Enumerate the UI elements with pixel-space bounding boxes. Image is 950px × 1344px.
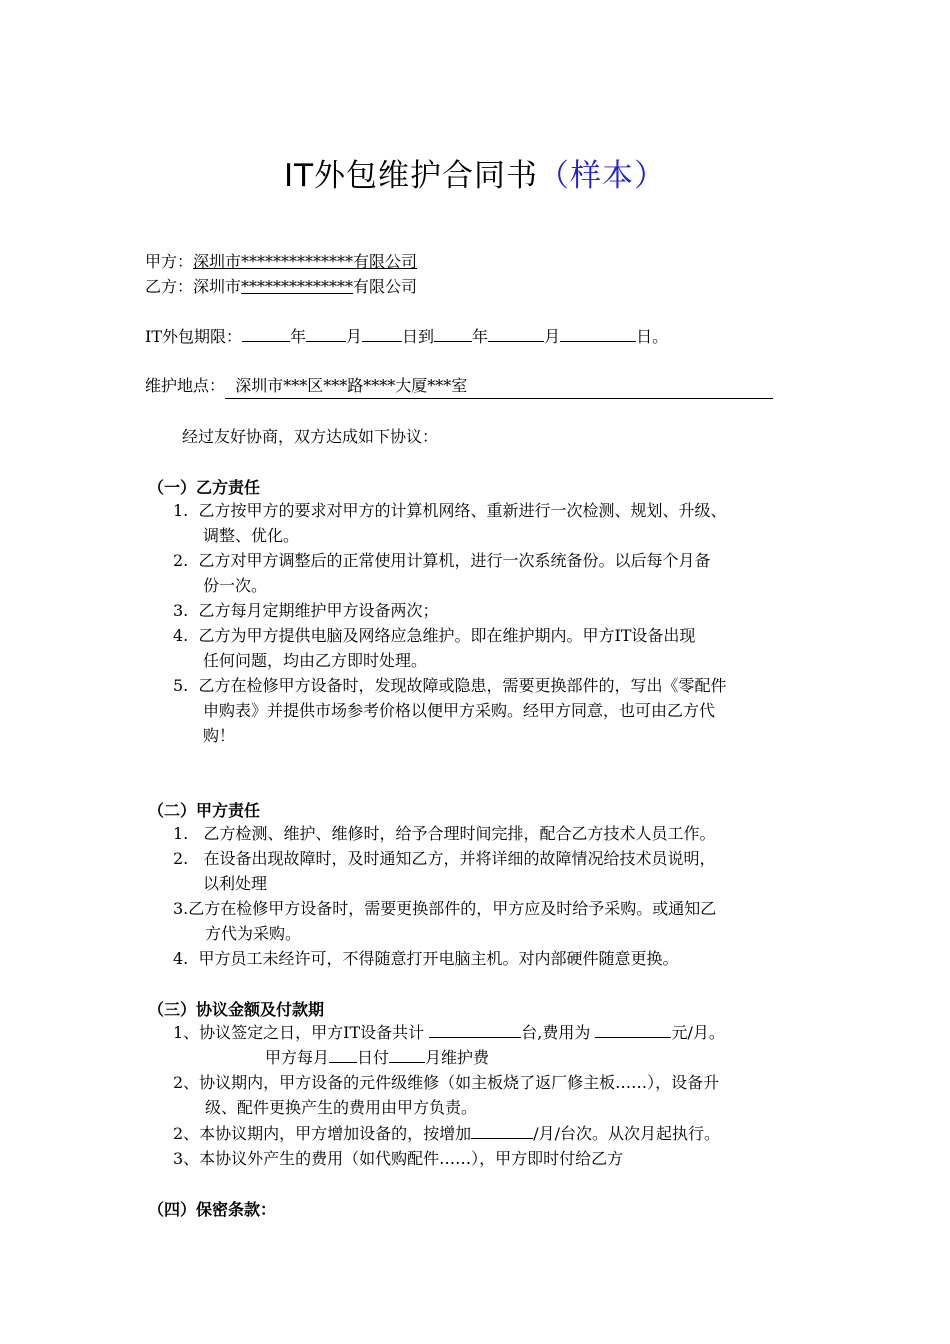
s2-item2-line1: 在设备出现故障时，及时通知乙方，并将详细的故障情况给技术员说明， <box>203 849 716 868</box>
pay-month-blank <box>389 1048 425 1063</box>
s1-item4 <box>173 623 695 648</box>
title-main: IT外包维护合同书 <box>283 158 539 194</box>
s3-item1 <box>173 1020 725 1045</box>
party-a-name: 深圳市**************有限公司 <box>193 252 418 271</box>
term-month2: 月 <box>544 327 561 346</box>
term-day1: 日到 <box>402 327 435 346</box>
s2-item4-num: 4. <box>173 949 189 968</box>
s2-item4 <box>173 946 678 971</box>
s2-item4-line1: 甲方员工未经许可，不得随意打开电脑主机。对内部硬件随意更换。 <box>198 949 679 968</box>
term-day2: 日。 <box>636 327 669 346</box>
term-year2: 年 <box>472 327 489 346</box>
s2-item1-line1: 乙方检测、维护、维修时，给予合理时间完排，配合乙方技术人员工作。 <box>203 824 716 843</box>
location-label: 维护地点： <box>145 376 226 395</box>
s3-item1-text-a: 1、协议签定之日，甲方IT设备共计 <box>173 1023 425 1042</box>
s3-item1-text-b: 台,费用为 <box>521 1023 591 1042</box>
s2-item1-num: 1. <box>173 824 189 843</box>
s1-item4-line2: 任何问题，均由乙方即时处理。 <box>203 651 428 670</box>
location-value-line <box>225 373 773 399</box>
s1-item3-line1: 乙方每月定期维护甲方设备两次； <box>198 601 439 620</box>
s3-item3-text-b: /月/台次。从次月起执行。 <box>533 1124 720 1143</box>
s1-item5-num: 5. <box>173 676 189 695</box>
s1-item3 <box>173 598 438 623</box>
added-device-fee-blank <box>471 1124 533 1139</box>
pay-day-blank <box>329 1048 357 1063</box>
s1-item5-line3: 购！ <box>203 726 236 745</box>
party-b-name-suffix: 有限公司 <box>353 277 418 296</box>
s2-item2-line2: 以利处理 <box>203 874 268 893</box>
section2-heading: （二）甲方责任 <box>148 801 261 820</box>
s1-item4-num: 4. <box>173 626 189 645</box>
s1-item5-line1: 乙方在检修甲方设备时，发现故障或隐患，需要更换部件的，写出《零配件 <box>198 676 727 695</box>
party-a-label: 甲方： <box>145 252 194 271</box>
maintenance-location <box>145 373 773 399</box>
party-a <box>145 249 417 274</box>
s1-item2-line1: 乙方对甲方调整后的正常使用计算机，进行一次系统备份。以后每个月备 <box>198 551 711 570</box>
s3-item1-text-c: 元/月。 <box>671 1023 725 1042</box>
s3-item3-text-a: 2、本协议期内，甲方增加设备的，按增加 <box>173 1124 472 1143</box>
location-value: 深圳市***区***路****大厦***室 <box>235 376 468 395</box>
fee-blank <box>595 1023 671 1038</box>
s2-item2 <box>173 846 716 871</box>
term-year1: 年 <box>290 327 307 346</box>
section3-heading: （三）协议金额及付款期 <box>148 1000 325 1019</box>
title-sample-tag: （样本） <box>538 158 667 194</box>
section1-heading: （一）乙方责任 <box>148 478 261 497</box>
s2-item3-line1: 乙方在检修甲方设备时，需要更换部件的，甲方应及时给予采购。或通知乙 <box>188 899 717 918</box>
s2-item1 <box>173 821 716 846</box>
s3-item1-line2-a: 甲方每月 <box>265 1048 330 1067</box>
s3-item1-line2-b: 日付 <box>357 1048 390 1067</box>
s3-item1-line2 <box>265 1045 489 1070</box>
s1-item2-num: 2. <box>173 551 189 570</box>
s1-item3-num: 3. <box>173 601 189 620</box>
s1-item1-num: 1. <box>173 501 189 520</box>
term-label: IT外包期限： <box>145 327 242 346</box>
s3-item4: 3、本协议外产生的费用（如代购配件……），甲方即时付给乙方 <box>173 1149 624 1168</box>
contract-term <box>145 324 668 349</box>
s2-item3 <box>173 896 716 921</box>
term-month1: 月 <box>346 327 363 346</box>
s1-item1-line2: 调整、优化。 <box>203 526 300 545</box>
s1-item5 <box>173 673 726 698</box>
s3-item2-line2: 级、配件更换产生的费用由甲方负责。 <box>205 1098 478 1117</box>
s2-item3-line2: 方代为采购。 <box>205 924 302 943</box>
s1-item4-line1: 乙方为甲方提供电脑及网络应急维护。即在维护期内。甲方IT设备出现 <box>198 626 696 645</box>
intro-text: 经过友好协商，双方达成如下协议： <box>182 427 439 446</box>
s1-item2 <box>173 548 710 573</box>
s2-item2-num: 2. <box>173 849 189 868</box>
party-b-label: 乙方： <box>145 277 194 296</box>
s1-item1 <box>173 498 726 523</box>
s3-item2-line1: 2、协议期内，甲方设备的元件级维修（如主板烧了返厂修主板……），设备升 <box>173 1073 720 1092</box>
s2-item3-num: 3. <box>173 899 189 918</box>
s1-item1-line1: 乙方按甲方的要求对甲方的计算机网络、重新进行一次检测、规划、升级、 <box>198 501 727 520</box>
s3-item3 <box>173 1121 720 1146</box>
party-b-name-stars: ************** <box>241 277 354 296</box>
s1-item2-line2: 份一次。 <box>203 576 268 595</box>
s3-item1-line2-c: 月维护费 <box>425 1048 490 1067</box>
s1-item5-line2: 申购表》并提供市场参考价格以便甲方采购。经甲方同意，也可由乙方代 <box>203 701 716 720</box>
section4-heading: （四）保密条款： <box>148 1200 277 1219</box>
document-title <box>0 150 950 195</box>
party-b <box>145 274 417 299</box>
party-b-name-prefix: 深圳市 <box>193 277 242 296</box>
device-count-blank <box>429 1023 521 1038</box>
